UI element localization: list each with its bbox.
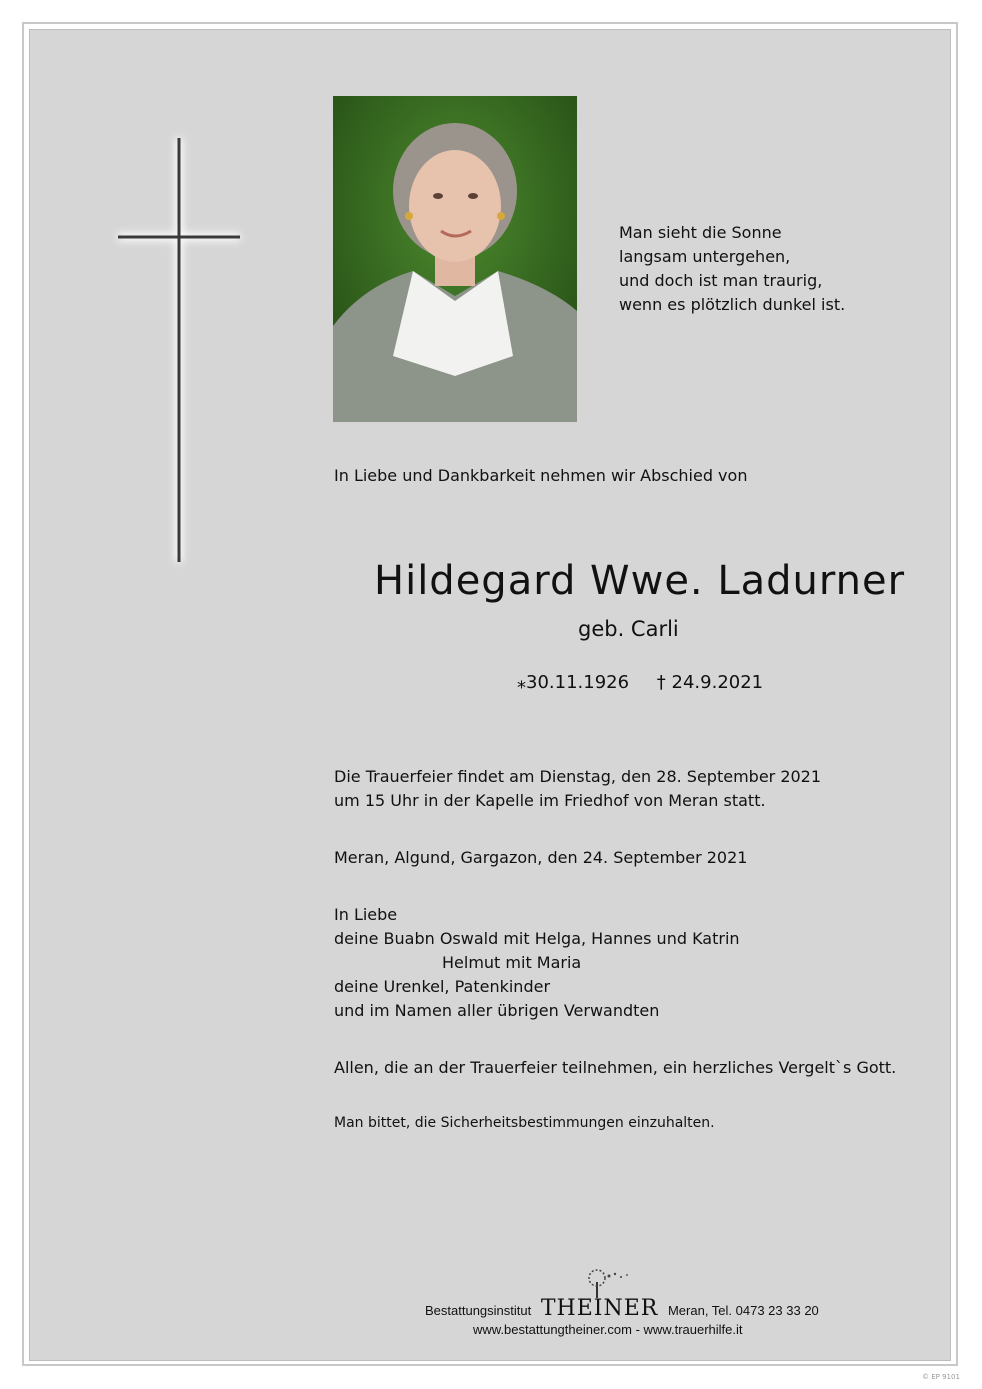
- quote: [619, 221, 845, 317]
- intro-text: In Liebe und Dankbarkeit nehmen wir Abschied von: [334, 466, 748, 485]
- footer-websites: www.bestattungtheiner.com - www.trauerhilfe.it: [473, 1322, 743, 1337]
- birth-date: ⁎30.11.1926: [517, 672, 630, 693]
- safety-notice: Man bittet, die Sicherheitsbestimmungen einzuhalten.: [334, 1115, 715, 1131]
- quote-line: und doch ist man traurig,: [619, 271, 823, 290]
- portrait-photo: [333, 96, 577, 422]
- cross-icon: [110, 130, 250, 570]
- mourner-line: deine Urenkel, Patenkinder: [334, 977, 551, 996]
- footer-contact: Meran, Tel. 0473 23 33 20: [667, 1303, 819, 1318]
- mourner-line: Helmut mit Maria: [442, 953, 582, 972]
- footer-contact-row: [425, 1296, 819, 1321]
- tree-logo-icon: [579, 1268, 639, 1298]
- ceremony-line: Die Trauerfeier findet am Dienstag, den 28. September 2021: [334, 767, 822, 786]
- maiden-name: geb. Carli: [578, 617, 679, 641]
- quote-line: Man sieht die Sonne: [619, 223, 782, 242]
- life-dates: [517, 672, 763, 693]
- place-date: Meran, Algund, Gargazon, den 24. September 2021: [334, 848, 748, 867]
- thanks-text: Allen, die an der Trauerfeier teilnehmen, ein herzliches Vergelt`s Gott.: [334, 1058, 897, 1077]
- quote-line: wenn es plötzlich dunkel ist.: [619, 295, 846, 314]
- footer-institute: Bestattungsinstitut: [425, 1303, 532, 1318]
- deceased-name: Hildegard Wwe. Ladurner: [374, 558, 906, 604]
- copyright-mark: © EP 9101: [922, 1373, 960, 1381]
- footer-brand: [541, 1296, 658, 1321]
- mourner-line: In Liebe: [334, 905, 398, 924]
- mourners: [334, 903, 740, 1023]
- ceremony-line: um 15 Uhr in der Kapelle im Friedhof von Meran statt.: [334, 791, 766, 810]
- death-date: † 24.9.2021: [656, 672, 764, 693]
- ceremony-info: [334, 765, 821, 813]
- mourner-line: deine Buabn Oswald mit Helga, Hannes und Katrin: [334, 929, 740, 948]
- quote-line: langsam untergehen,: [619, 247, 791, 266]
- footer-brand-text: THEINER: [540, 1296, 659, 1321]
- portrait-illustration: [333, 96, 577, 422]
- mourner-line: und im Namen aller übrigen Verwandten: [334, 1001, 660, 1020]
